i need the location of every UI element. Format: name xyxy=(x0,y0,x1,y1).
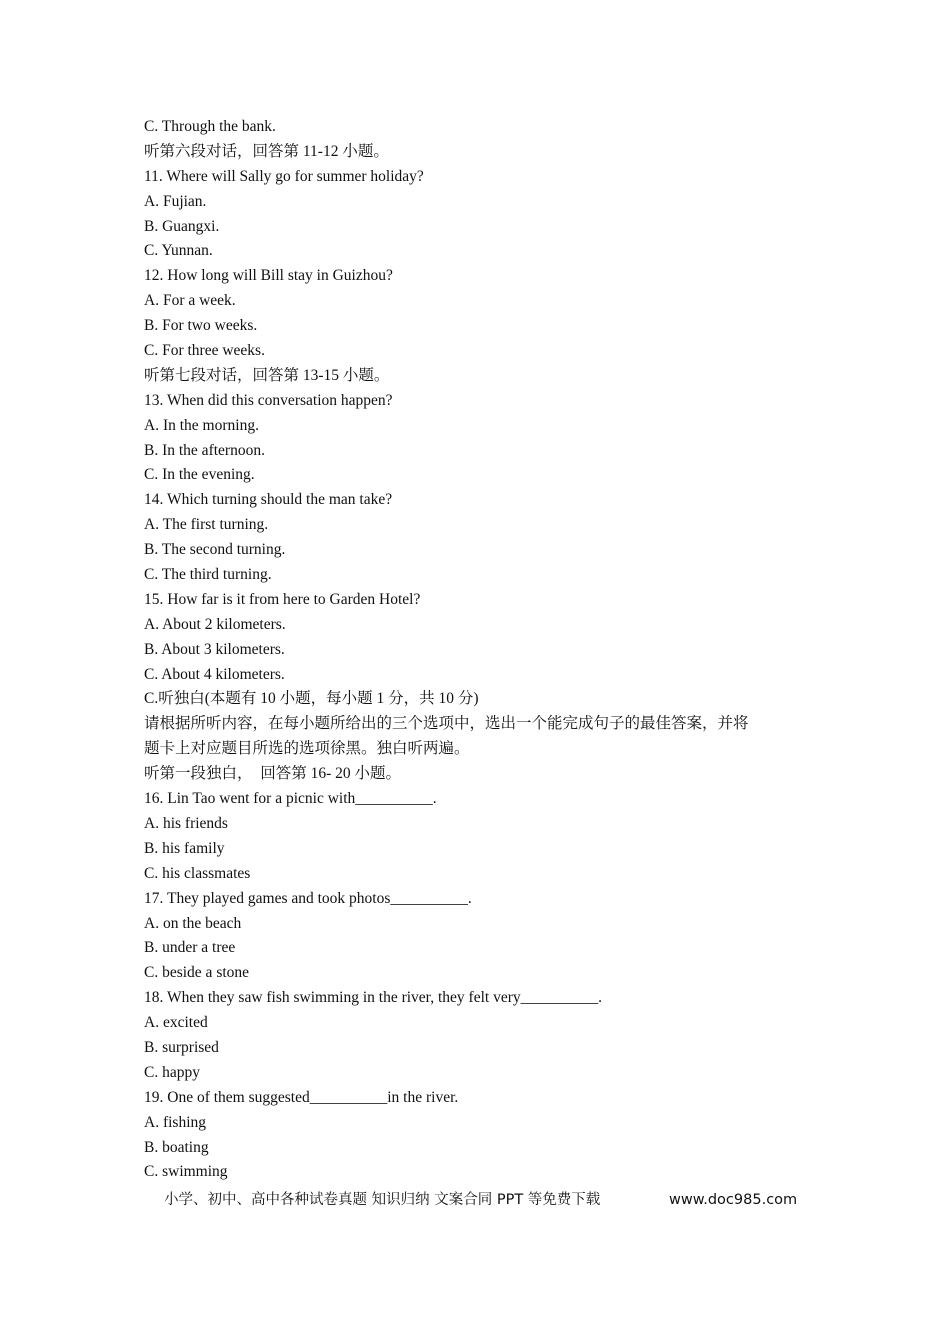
document-body xyxy=(144,115,824,1185)
option-line: C. In the evening. xyxy=(144,466,255,484)
option-line: C. beside a stone xyxy=(144,964,250,982)
section-heading: C.听独白(本题有 10 小题，每小题 1 分，共 10 分) xyxy=(144,690,479,708)
option-line: B. In the afternoon. xyxy=(144,441,265,459)
option-line: B. Guangxi. xyxy=(144,217,220,235)
section-instruction: 听第一段独白， 回答第 16- 20 小题。 xyxy=(144,765,402,783)
option-line: C. Yunnan. xyxy=(144,242,213,260)
question-16: 16. Lin Tao went for a picnic with__________. xyxy=(144,790,437,808)
option-line: A. excited xyxy=(144,1014,208,1032)
option-line: A. For a week. xyxy=(144,292,236,310)
option-line: B. surprised xyxy=(144,1038,219,1056)
footer-site-link[interactable]: www.doc985.com xyxy=(669,1192,798,1208)
page-footer xyxy=(164,1188,804,1212)
option-line: A. About 2 kilometers. xyxy=(144,615,286,633)
option-line: A. In the morning. xyxy=(144,416,259,434)
section-instruction: 请根据所听内容，在每小题所给出的三个选项中，选出一个能完成句子的最佳答案，并将 xyxy=(144,715,749,733)
question-17: 17. They played games and took photos__________. xyxy=(144,889,472,907)
option-line: C. About 4 kilometers. xyxy=(144,665,285,683)
question-11: 11. Where will Sally go for summer holiday? xyxy=(144,167,424,185)
section-instruction: 听第七段对话，回答第 13-15 小题。 xyxy=(144,366,390,384)
option-line: C. his classmates xyxy=(144,864,251,882)
option-line: B. boating xyxy=(144,1138,209,1156)
question-19: 19. One of them suggested__________in the river. xyxy=(144,1088,459,1106)
option-line: C. For three weeks. xyxy=(144,342,265,360)
option-line: C. swimming xyxy=(144,1163,228,1181)
option-line: B. The second turning. xyxy=(144,541,286,559)
option-line: A. fishing xyxy=(144,1113,206,1131)
option-line: B. his family xyxy=(144,839,225,857)
option-line: B. About 3 kilometers. xyxy=(144,640,285,658)
text-line: C. Through the bank. xyxy=(144,118,276,135)
option-line: C. happy xyxy=(144,1063,200,1081)
section-instruction: 听第六段对话，回答第 11-12 小题。 xyxy=(144,142,389,160)
option-line: B. under a tree xyxy=(144,939,236,957)
option-line: A. Fujian. xyxy=(144,192,207,210)
question-15: 15. How far is it from here to Garden Hotel? xyxy=(144,590,421,608)
option-line: A. The first turning. xyxy=(144,516,269,534)
question-12: 12. How long will Bill stay in Guizhou? xyxy=(144,267,393,285)
option-line: B. For two weeks. xyxy=(144,317,258,335)
question-13: 13. When did this conversation happen? xyxy=(144,391,393,409)
question-18: 18. When they saw fish swimming in the river, they felt very__________. xyxy=(144,989,602,1007)
section-instruction: 题卡上对应题目所选的选项徐黑。独白听两遍。 xyxy=(144,740,470,758)
option-line: A. his friends xyxy=(144,814,228,832)
option-line: A. on the beach xyxy=(144,914,242,932)
footer-text: 小学、初中、高中各种试卷真题 知识归纳 文案合同 PPT 等免费下载 xyxy=(164,1192,601,1208)
option-line: C. The third turning. xyxy=(144,566,272,584)
question-14: 14. Which turning should the man take? xyxy=(144,491,393,509)
